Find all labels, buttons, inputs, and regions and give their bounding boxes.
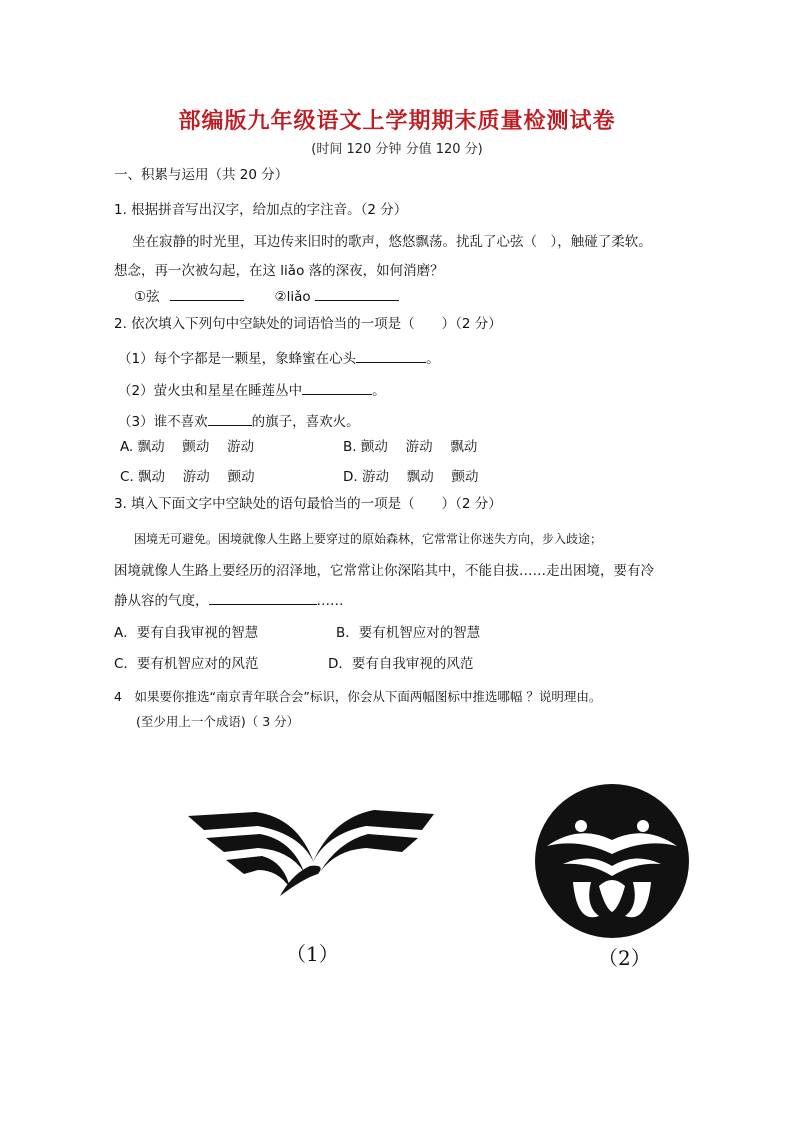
- q2-s2-end: 。: [372, 383, 386, 399]
- q1-passage-line2: 想念，再一次被勾起，在这 liǎo 落的深夜，如何消磨？: [114, 263, 444, 279]
- q3-passage-line2: 困境就像人生路上要经历的沼泽地，它常常让你深陷其中，不能自拔……走出困境，要有冷: [114, 563, 654, 579]
- q4-stem: 4 如果要你推选“南京青年联合会”标识，你会从下面两幅图标中推选哪幅 ？说明理由。: [114, 689, 602, 704]
- q1-answer-row: [134, 288, 399, 306]
- q2-sentence-3: [118, 413, 360, 431]
- q2-s1-text: （1）每个字都是一颗星，象蜂蜜在心头: [118, 351, 357, 367]
- q1-item1-label: ①弦: [134, 289, 160, 305]
- q3-blank[interactable]: [209, 592, 317, 605]
- logo-1-wings-icon: [186, 808, 436, 903]
- q1-stem: 1. 根据拼音写出汉字，给加点的字注音。（2 分）: [114, 202, 408, 218]
- q2-s1-end: 。: [426, 351, 440, 367]
- q2-s3-text: （3）谁不喜欢: [118, 414, 208, 430]
- q3-option-a[interactable]: A．要有自我审视的智慧: [114, 625, 259, 641]
- logo-2-caption: （2）: [598, 946, 651, 970]
- logo-2-circle-figures-icon: [533, 782, 691, 940]
- logo-1-caption: （1）: [286, 942, 339, 966]
- q2-s1-blank[interactable]: [356, 350, 426, 363]
- q1-item2-label: ②liǎo: [274, 289, 311, 305]
- q2-option-b[interactable]: B. 颤动 游动 飘动: [343, 439, 478, 455]
- q2-sentence-1: [118, 350, 440, 368]
- q1-item1-blank[interactable]: [170, 288, 244, 301]
- q3-passage-line3: [114, 592, 344, 610]
- q3-option-c[interactable]: C．要有机智应对的风范: [114, 656, 259, 672]
- q3-option-d[interactable]: D．要有自我审视的风范: [328, 656, 474, 672]
- q2-sentence-2: [118, 382, 386, 400]
- q2-s2-blank[interactable]: [302, 382, 372, 395]
- q2-option-c[interactable]: C. 飘动 游动 颤动: [120, 469, 255, 485]
- q3-line3-end: ……: [316, 593, 344, 609]
- q2-s3-end: 的旗子，喜欢火。: [251, 414, 360, 430]
- q2-s2-text: （2）萤火虫和星星在睡莲丛中: [118, 383, 303, 399]
- q3-passage-line1: 困境无可避免。困境就像人生路上要穿过的原始森林，它常常让你迷失方向，步入歧途；: [134, 532, 603, 546]
- page-title: 部编版九年级语文上学期期末质量检测试卷: [178, 109, 616, 134]
- q2-option-a[interactable]: A. 飘动 颤动 游动: [120, 439, 255, 455]
- q3-stem: 3. 填入下面文字中空缺处的语句最恰当的一项是（ ）（2 分）: [114, 496, 502, 512]
- q2-option-d[interactable]: D. 游动 飘动 颤动: [343, 469, 479, 485]
- q1-passage-line1: 坐在寂静的时光里，耳边传来旧时的歌声，悠悠飘荡。扰乱了心弦（ ），触碰了柔软。: [132, 234, 652, 250]
- q4-note: (至少用上一个成语)（ 3 分）: [136, 714, 300, 729]
- q3-line3-text: 静从容的气度，: [114, 593, 209, 609]
- q2-s3-blank[interactable]: [208, 413, 252, 426]
- exam-info: (时间 120 分钟 分值 120 分): [311, 142, 483, 157]
- section-heading: 一、积累与运用（共 20 分）: [114, 167, 289, 183]
- q3-option-b[interactable]: B．要有机智应对的智慧: [336, 625, 481, 641]
- q1-item2-blank[interactable]: [315, 288, 399, 301]
- q2-stem: 2. 依次填入下列句中空缺处的词语恰当的一项是（ ）（2 分）: [114, 316, 502, 332]
